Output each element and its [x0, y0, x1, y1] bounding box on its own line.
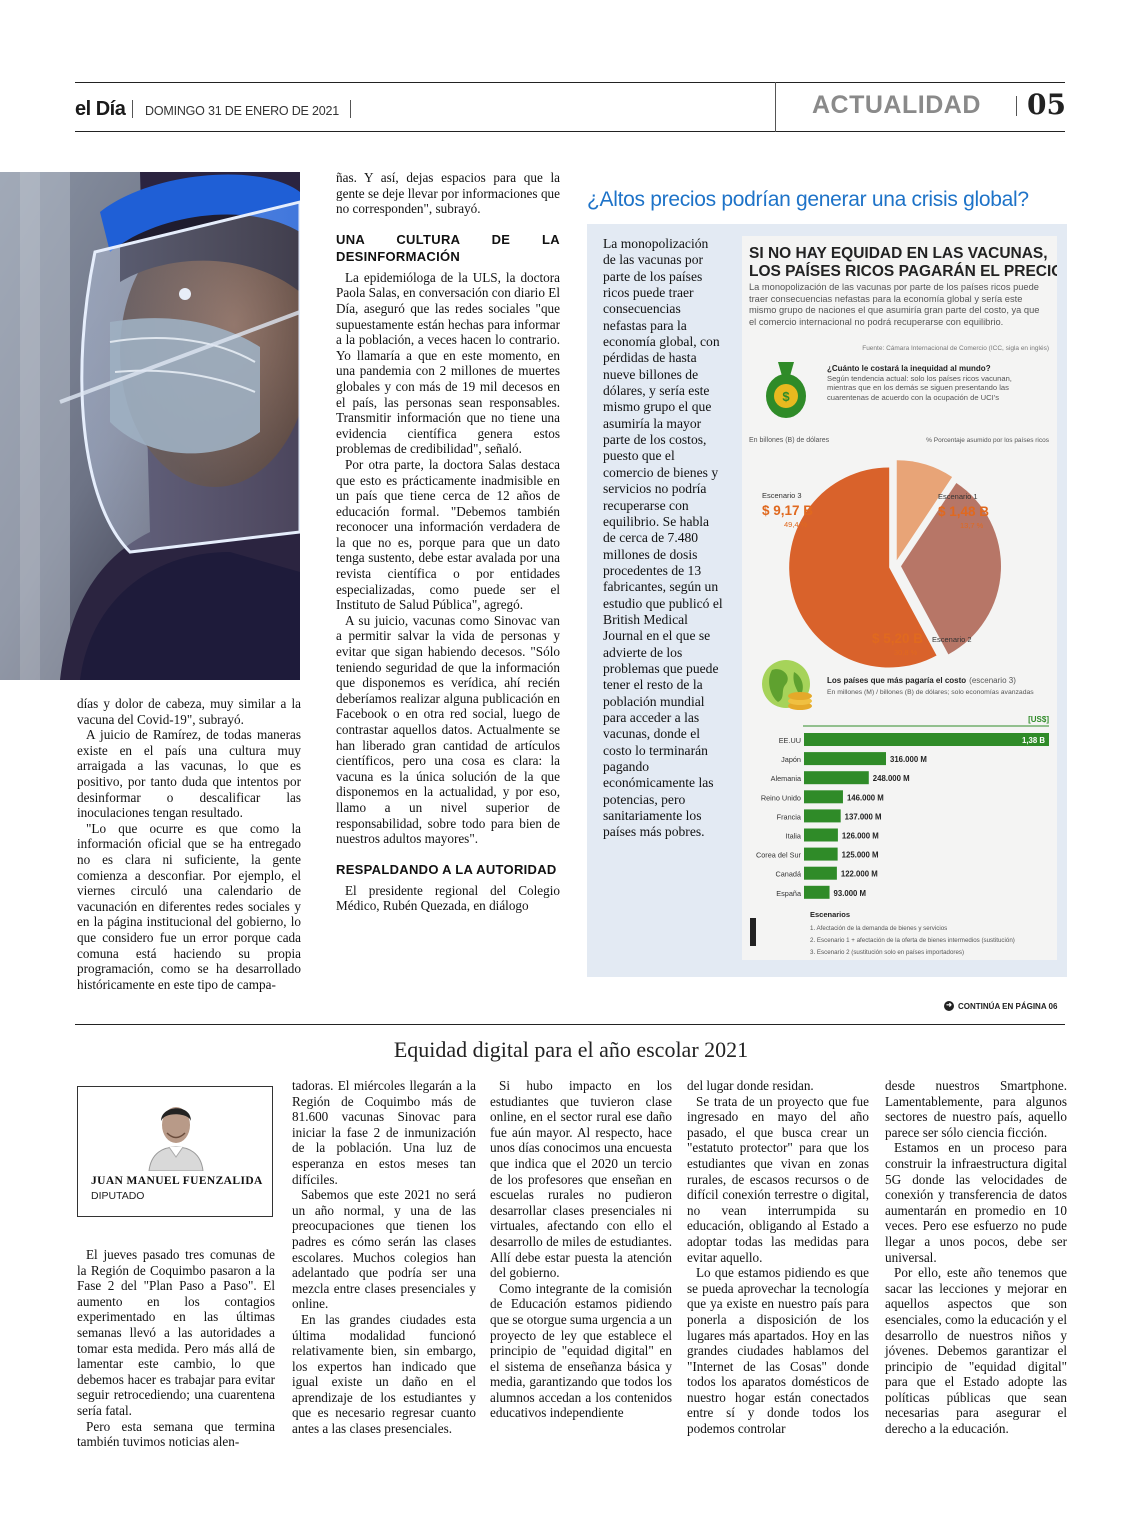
paragraph: El jueves pasado tres comunas de la Región de Coquimbo pasaron a la Fase 2 del "Plan Paso a Paso". El aumento en los contagios experimentado en las últimas semanas llevó a las autoridades a tomar esta medida. Pero más allá de lamentar este cambio, lo que debemos hacer es trabajar para evitar seguir retrocediendo; una cuarentena sería fatal. [77, 1247, 275, 1418]
paragraph: Si hubo impacto en los estudiantes que tuvieron clase online, en el sector rural ese daño fue aún mayor. Al respecto, hace unos días conocimos una encuesta que indica que el 2020 un tercio de los profesores que enseñan en escuelas rurales no pudieron desarrollar clases presenciales ni virtuales, afectando con ello el desarrollo de miles de estudiantes. Allí debe estar puesta la atención del gobierno. [490, 1078, 672, 1281]
bar-category-label: Italia [785, 831, 801, 841]
paragraph: desde nuestros Smartphone. Lamentablemente, para algunos sectores de nuestro país, aquello parece ser sólo ciencia ficción. [885, 1078, 1067, 1140]
bars-units: En millones (M) / billones (B) de dólares; solo economías avanzadas [827, 689, 1034, 696]
subheading: UNA CULTURA DE LA DESINFORMACIÓN [336, 231, 560, 264]
article-photo [0, 172, 300, 680]
opinion-column-2 [292, 1078, 476, 1437]
column-2 [336, 170, 560, 914]
opinion-title: Equidad digital para el año escolar 2021 [393, 1037, 749, 1062]
bar-category-label: Canadá [775, 869, 801, 879]
pie-category-label: Escenario 3 [762, 491, 802, 500]
infographic-intro: La monopolización de las vacunas por parte de los países ricos puede traer consecuencias nefastas para la economía global y sería este mismo grupo de naciones el que asumiría gran parte del costo, ya que el comercio internacional no podrá recuperarse con equilibrio. [749, 282, 1040, 327]
pie-category-label: Escenario 2 [932, 635, 972, 644]
subheading: RESPALDANDO A LA AUTORIDAD [336, 861, 557, 877]
paragraph: La epidemióloga de la ULS, la doctora Paola Salas, en conversación con diario El Día, aseguró que las redes sociales "que supuestamente están hechas para informar a la población, a veces hacen lo contrario. Yo llamaría a que en este momento, en una pandemia con 2 millones de muertes globales y con más de 19 mil decesos en el país, las personas sean responsables. Transmitir información que no tiene una evidencia científica genera estos problemas de credibilidad", señaló. [336, 269, 560, 457]
scenario-item: 3. Escenario 2 (sustitución solo en países importadores) [810, 949, 965, 956]
bar-value-label: 125.000 M [841, 850, 879, 860]
section-divider [775, 82, 776, 132]
bar-category-label: Alemania [770, 774, 801, 784]
brand-logo: el Día [75, 98, 126, 120]
bar-value-label: 137.000 M [844, 812, 882, 822]
opinion-column-5 [885, 1078, 1067, 1437]
opinion-column-4 [687, 1078, 869, 1437]
author-role: DIPUTADO [91, 1190, 145, 1202]
bar [804, 771, 869, 784]
bar [804, 790, 843, 803]
paragraph: Como integrante de la comisión de Educación estamos pidiendo que se otorgue suma urgencia a un proyecto de ley que establece el principio de "equidad digital" en el sistema de enseñanza básica y media, garantizando que todos los alumnos accedan a los contenidos educativos independiente [490, 1280, 672, 1421]
question-text: Según tendencia actual: solo los países ricos vacunan, mientras que en los demás se siguen presentando las cuarentenas de acuerdo con la ocupación de UCI's [827, 374, 1012, 402]
paragraph: Se trata de un proyecto que fue ingresado en mayo del año pasado, el que busca crear un "estatuto protector" para que los estudiantes que vivan en zonas rurales, de escasos recursos o de difícil conexión terrestre o digital, no vean interrumpida su educación, obligando al Estado a adoptar todas las medidas para evitar aquello. [687, 1093, 869, 1265]
continue-text: CONTINÚA EN PÁGINA 06 [958, 1001, 1058, 1011]
pie-percent-label: 49,4 % [784, 520, 808, 529]
paragraph: A juicio de Ramírez, de todas maneras existe en el país una cultura muy arraigada a las vacunas, lo que es positivo, por tanto duda que intentos por desinformar o descalificar las inoculaciones tengan resultado. [77, 727, 301, 821]
question-title: ¿Cuánto le costará la inequidad al mundo? [827, 364, 991, 373]
paragraph: Por otra parte, la doctora Salas destaca que esto es prácticamente inadmisible en un país que tiene cerca de 12 años de educación formal. "Debemos también reconocer una información verdadera de la que no es, porque para que un dato tenga sustento, debe estar avalada por una revista científica o por entidades especializadas, como puede ser el Instituto de Salud Pública", agregó. [336, 456, 560, 613]
bar-category-label: Francia [776, 812, 801, 822]
infographic [742, 236, 1057, 960]
bar [804, 733, 1049, 746]
header-bottom-rule [75, 131, 1065, 132]
scenarios-title: Escenarios [810, 910, 851, 919]
bar-category-label: España [776, 888, 801, 898]
logo-mark-icon [750, 918, 756, 946]
paragraph: Estamos en un proceso para construir la infraestructura digital 5G donde las velocidades de conexión y transferencia de datos aumentarán en promedio en 10 veces. Pero ese esfuerzo no pude llegar a unos pocos, debe ser universal. [885, 1140, 1067, 1265]
infographic-title: SI NO HAY EQUIDAD EN LAS VACUNAS, [749, 245, 1048, 262]
bars-title: Los países que más pagaría el costo (escenario 3) [827, 676, 1016, 685]
pie-value-label: $ 1,48 B [938, 504, 990, 519]
sidebar-text: La monopolización de las vacunas por parte de los países ricos puede traer consecuencias nefastas para la economía global, con pérdidas de hasta nueve billones de dólares, y sería este mismo grupo el que asumiría la mayor parte de los costos, puesto que el comercio de bienes y servicios no podría recuperarse con equilibrio. Se habla de cerca de 7.480 millones de dosis procedentes de 13 fabricantes, según un estudio que publicó el British Medical Journal en el que se advierte de los problemas que puede tener el resto de la población mundial para acceder a las vacunas, donde el costo lo terminarán pagando económicamente las potencias, pero sanitariamente los países más pobres. [603, 236, 723, 840]
bar [804, 848, 838, 861]
continue-note[interactable] [944, 1001, 1057, 1011]
bar [804, 829, 838, 842]
author-photo [145, 1095, 207, 1171]
paragraph: Por ello, este año tenemos que sacar las lecciones y mejorar en aquellos aspectos que son esenciales, como la educación y el desarrollo de nuestros niños y jóvenes. Debemos garantizar el principio de "equidad digital" para que el Estado adopte las políticas públicas que sean necesarias para asegurar el derecho a la educación. [885, 1265, 1067, 1437]
header-separator [1016, 96, 1017, 116]
bar-value-label: 146.000 M [846, 793, 884, 803]
units-left: En billones (B) de dólares [749, 437, 830, 444]
paragraph: "Lo que ocurre es que como la información oficial que se ha entregado no es clara ni suficiente, la gente comienza a desconfiar. Por ejemplo, el viernes circuló una calendario de vacunación en diferentes redes sociales y en la página institucional del gobierno, lo que considero fue un error porque cada comuna está haciendo su propia programación, como se ha desarrollado históricamente en este tipo de campa- [77, 820, 301, 992]
paragraph: A su juicio, vacunas como Sinovac van a permitir salvar la vida de personas y evitar que sigan habiendo decesos. "Sólo teniendo seguridad de que la información que disponemos es verídica, ahí recién deberíamos realizar alguna publicación en Facebook o en otra red social, luego de contrastar aquellos datos. Actualmente se han liberado gran cantidad de artículos científicos, pero una cosa es clara: la vacuna es la única solución de la que disponemos en la actualidad, y por eso, llamo a un nivel superior de responsabilidad, sobre todo para bien de nuestros adultos mayores". [336, 612, 560, 847]
infographic-title: LOS PAÍSES RICOS PAGARÁN EL PRECIO [749, 263, 1057, 280]
paragraph: El presidente regional del Colegio Médico, Rubén Quezada, en diálogo [336, 882, 560, 914]
bar-category-label: Japón [781, 755, 801, 765]
pie-value-label: $ 5,20 B [872, 631, 924, 646]
scenario-item: 1. Afectación de la demanda de bienes y servicios [810, 925, 948, 932]
section-name: ACTUALIDAD [812, 91, 981, 119]
page-number: 05 [1027, 88, 1066, 121]
author-name: JUAN MANUEL FUENZALIDA [91, 1175, 263, 1187]
pie-percent-label: 13,7 % [960, 521, 984, 530]
issue-date: DOMINGO 31 DE ENERO DE 2021 [145, 104, 339, 118]
units-right: % Porcentaje asumido por los países ricos [926, 437, 1049, 444]
bars-currency: [US$] [1028, 715, 1049, 724]
opinion-column-1 [77, 1247, 275, 1450]
pie-value-label: $ 9,17 B [762, 503, 814, 518]
svg-text:$: $ [782, 389, 790, 404]
paragraph: tadoras. El miércoles llegarán a la Región de Coquimbo más de 81.600 vacunas Sinovac para iniciar la fase 2 de inmunización de la población. Una luz de esperanza en estos meses tan difíciles. [292, 1078, 476, 1187]
paragraph: del lugar donde residan. [687, 1078, 814, 1093]
paragraph: ñas. Y así, dejas espacios para que la gente se deje llevar por informaciones que no corresponden", subrayó. [336, 170, 560, 217]
bar-value-label: 1,38 B [1022, 736, 1045, 745]
bar-value-label: 248.000 M [872, 774, 910, 784]
section-rule [75, 1024, 1065, 1025]
paragraph: Pero esta semana que termina también tuvimos noticias alen- [77, 1418, 275, 1450]
bar [804, 867, 837, 880]
infographic-canvas [742, 236, 1057, 960]
bar [804, 752, 886, 765]
bar-category-label: Reino Unido [760, 793, 801, 803]
paragraph: En las grandes ciudades esta última modalidad funcionó relativamente bien, sin embargo, los expertos han indicado que igual existe un daño en el aprendizaje de los estudiantes y que es necesario regresar cuanto antes a las clases presenciales. [292, 1311, 476, 1437]
author-box [77, 1086, 273, 1217]
pie-percent-label: 30,8 % [894, 648, 918, 657]
arrow-right-icon: ➜ [944, 1001, 954, 1011]
header-separator [132, 100, 133, 118]
bar-category-label: EE.UU [778, 736, 801, 745]
infographic-source: Fuente: Cámara Internacional de Comercio (ICC, sigla en inglés) [862, 345, 1049, 352]
bar-value-label: 126.000 M [841, 831, 879, 841]
scenario-item: 2. Escenario 1 + afectación de la oferta de bienes intermedios (sustitución) [810, 937, 1015, 944]
header-separator [350, 100, 351, 118]
top-rule [75, 82, 1065, 83]
paragraph: Lo que estamos pidiendo es que se pueda aprovechar la tecnología que ya existe en nuestro país para ponerla a disposición de los lugares más apartados. Hoy en las grandes ciudades hablamos del "Internet de las Cosas" donde todos los aparatos domésticos de nuestro hogar están conectados entre sí y donde todos los podemos controlar [687, 1265, 869, 1437]
pie-category-label: Escenario 1 [938, 492, 978, 501]
bar [804, 809, 841, 822]
column-1 [77, 696, 301, 992]
bar-value-label: 316.000 M [890, 755, 927, 765]
health-worker-photo [0, 172, 300, 680]
paragraph: Sabemos que este 2021 no será un año normal, y una de las preocupaciones que tienen los padres es cómo serán las clases escolares. Muchos colegios han adelantado que podría ser una mezcla entre clases presenciales y online. [292, 1187, 476, 1312]
bar-category-label: Corea del Sur [755, 850, 801, 860]
bar-value-label: 122.000 M [840, 869, 878, 879]
bar-value-label: 93.000 M [833, 888, 867, 898]
paragraph: días y dolor de cabeza, muy similar a la vacuna del Covid-19", subrayó. [77, 696, 301, 727]
sidebar-title: ¿Altos precios podrían generar una crisis global? [587, 188, 1029, 211]
bar [804, 886, 830, 899]
opinion-column-3 [490, 1078, 672, 1421]
